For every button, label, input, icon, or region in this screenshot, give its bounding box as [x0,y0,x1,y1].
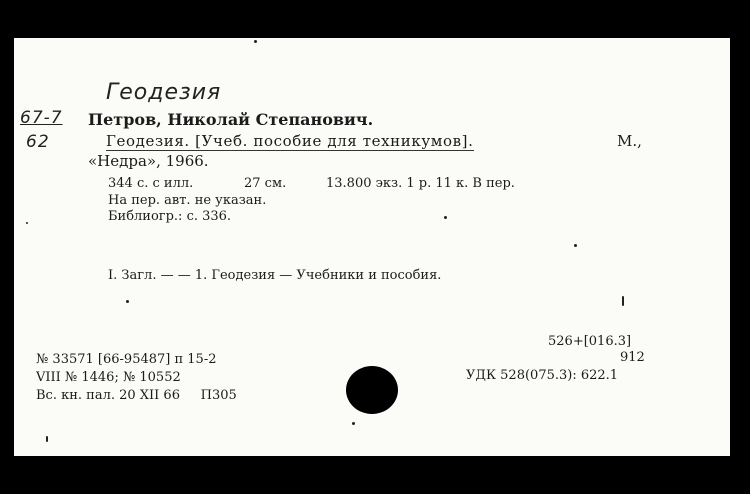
ink-speck [26,222,28,224]
subject-tracing: I. Загл. — — 1. Геодезия — Учебники и пособия. [108,268,442,283]
ink-speck [622,296,624,306]
classification-line-1: 526+[016.3] [548,334,632,349]
catalog-card [14,38,730,456]
punch-hole [346,366,398,414]
title-statement: Геодезия. [Учеб. пособие для техникумов]. [106,132,474,150]
physical-description: 344 с. с илл. [108,176,194,191]
ink-speck [126,300,129,303]
ink-speck [352,422,355,425]
udc-index: УДК 528(075.3): 622.1 [466,368,619,383]
ink-speck [574,244,577,247]
call-number-top: 67-7 [20,108,63,128]
publication-place: М., [617,132,642,150]
note-author: На пер. авт. не указан. [108,193,267,208]
order-line-1: № 33571 [66-95487] п 15-2 [36,352,217,367]
classification-line-2: 912 [620,350,645,365]
ink-speck [254,40,257,43]
ink-speck [46,436,48,442]
order-line-3: Вс. кн. пал. 20 XII 66 П305 [36,388,237,403]
call-number-bottom: 62 [26,132,50,152]
dimensions: 27 см. [244,176,287,191]
handwritten-subject-heading: Геодезия [106,80,222,105]
author-heading: Петров, Николай Степанович. [88,110,374,129]
order-line-2: VIII № 1446; № 10552 [36,370,181,385]
publisher-year: «Недра», 1966. [88,152,209,170]
print-run-price: 13.800 экз. 1 р. 11 к. В пер. [326,176,515,191]
ink-speck [444,216,447,219]
note-bibliography: Библиогр.: с. 336. [108,209,232,224]
